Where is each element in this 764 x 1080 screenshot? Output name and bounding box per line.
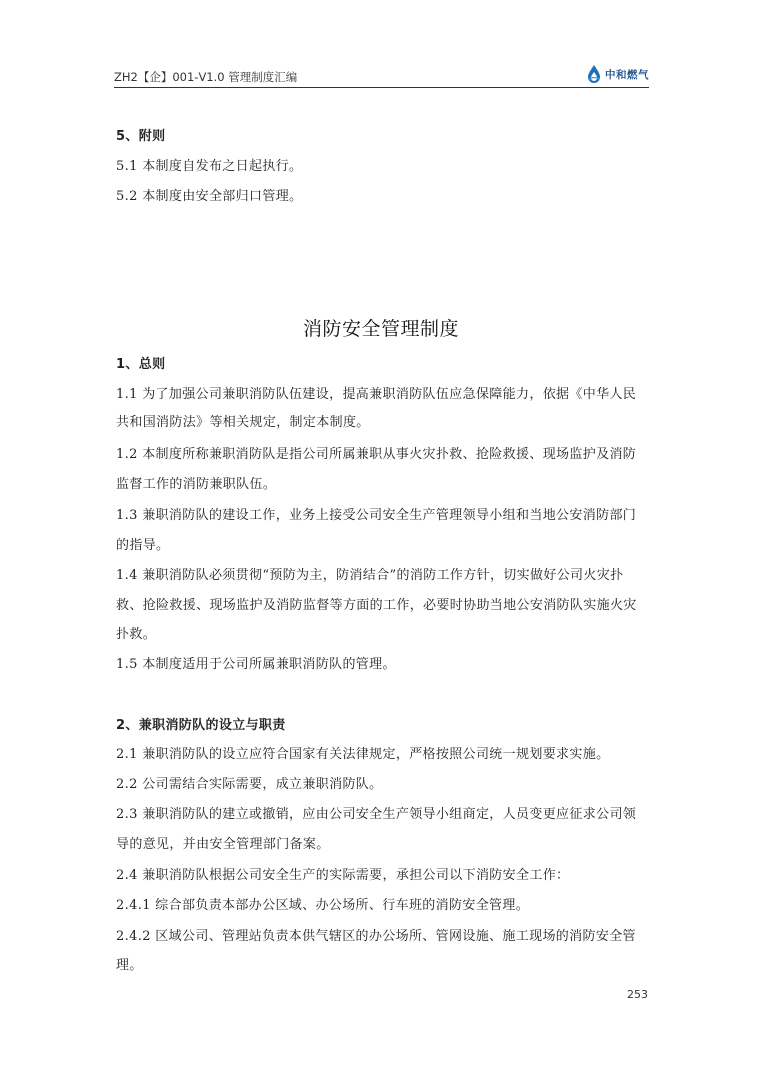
paragraph-line: 2.1 兼职消防队的设立应符合国家有关法律规定，严格按照公司统一规划要求实施。	[116, 747, 610, 762]
paragraph-5-1: 5.1 本制度自发布之日起执行。	[116, 159, 303, 174]
document-title: 消防安全管理制度	[302, 318, 459, 340]
paragraph-line: 2.4 兼职消防队根据公司安全生产的实际需要，承担公司以下消防安全工作：	[116, 868, 570, 883]
page-header	[114, 63, 649, 88]
paragraph-line: 2.3 兼职消防队的建立或撤销，应由公司安全生产领导小组商定，人员变更应征求公司领	[116, 807, 637, 822]
company-logo	[586, 63, 649, 85]
flame-drop-icon	[586, 64, 602, 84]
paragraph-line: 1.5 本制度适用于公司所属兼职消防队的管理。	[116, 657, 396, 672]
paragraph-line: 理。	[116, 958, 143, 973]
paragraph-line: 2.4.1 综合部负责本部办公区域、办公场所、行车班的消防安全管理。	[116, 898, 530, 913]
paragraph-line: 1.1 为了加强公司兼职消防队伍建设，提高兼职消防队伍应急保障能力，依据《中华人民	[116, 387, 637, 402]
section-5-heading: 5、附则	[116, 129, 166, 144]
paragraph-line: 导的意见，并由安全管理部门备案。	[116, 837, 330, 852]
paragraph-line: 共和国消防法》等相关规定，制定本制度。	[116, 415, 370, 430]
paragraph-line: 扑救。	[116, 627, 157, 642]
logo-text: 中和燃气	[605, 68, 649, 81]
paragraph-line: 2.4.2 区域公司、管理站负责本供气辖区的办公场所、管网设施、施工现场的消防安全管	[116, 929, 636, 944]
paragraph-line: 1.4 兼职消防队必须贯彻“预防为主，防消结合”的消防工作方针，切实做好公司火灾扑	[116, 568, 624, 583]
paragraph-line: 1.3 兼职消防队的建设工作，业务上接受公司安全生产管理领导小组和当地公安消防部门	[116, 508, 637, 523]
paragraph-5-2: 5.2 本制度由安全部归口管理。	[116, 189, 303, 204]
paragraph-line: 1.2 本制度所称兼职消防队是指公司所属兼职从事火灾扑救、抢险救援、现场监护及消防	[116, 447, 637, 462]
paragraph-line: 救、抢险救援、现场监护及消防监督等方面的工作，必要时协助当地公安消防队实施火灾	[116, 598, 637, 613]
header-doc-code: ZH2【企】001-V1.0 管理制度汇编	[114, 70, 298, 84]
paragraph-line: 的指导。	[116, 538, 170, 553]
section-1-heading: 1、总则	[116, 357, 166, 372]
page-number: 253	[627, 988, 648, 1001]
paragraph-line: 监督工作的消防兼职队伍。	[116, 477, 277, 492]
section-2-heading: 2、兼职消防队的设立与职责	[116, 718, 286, 733]
paragraph-line: 2.2 公司需结合实际需要，成立兼职消防队。	[116, 777, 383, 792]
